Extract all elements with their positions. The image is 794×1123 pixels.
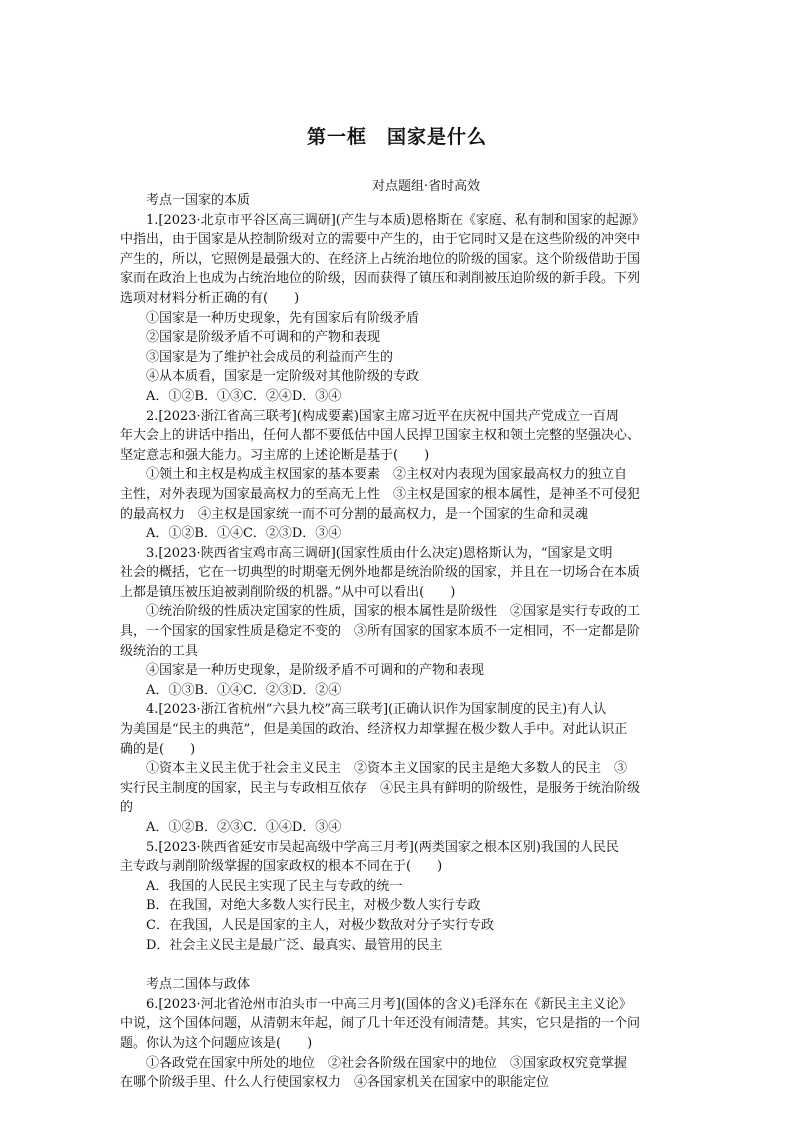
section-spacer: [120, 955, 680, 975]
question-1-stem: 1.[2023·北京市平谷区高三调研](产生与本质)恩格斯在《家庭、私有制和国家的起源》: [146, 212, 645, 228]
question-1-text: 选项对材料分析正确的有( ): [120, 290, 300, 306]
question-1-option: ③国家是为了维护社会成员的利益而产生的: [146, 349, 394, 365]
question-1-option: ②国家是阶级矛盾不可调和的产物和表现: [146, 330, 381, 346]
question-1-text: 中指出，由于国家是从控制阶级对立的需要中产生的，由于它同时又是在这些阶级的冲突中: [120, 232, 641, 248]
question-2-option: 的最高权力 ④主权是国家统一而不可分割的最高权力，是一个国家的生命和灵魂: [120, 506, 589, 522]
question-3-choices: A．①③B．①④C．②③D．②④: [146, 682, 342, 698]
question-3-text: 上都是镇压被压迫被剥削阶级的机器。”从中可以看出( ): [120, 584, 456, 600]
question-3-stem: 3.[2023·陕西省宝鸡市高三调研](国家性质由什么决定)恩格斯认为，“国家是文明: [146, 545, 613, 561]
question-6-option: ①各政党在国家中所处的地位 ②社会各阶级在国家中的地位 ③国家政权究竟掌握: [146, 1055, 628, 1071]
question-2-option: 主性，对外表现为国家最高权力的至高无上性 ③主权是国家的根本属性，是神圣不可侵犯: [120, 486, 641, 502]
question-2-stem: 2.[2023·浙江省高三联考](构成要素)国家主席习近平在庆祝中国共产党成立一百周: [146, 408, 619, 424]
question-3-option: 具，一个国家的国家性质是稳定不变的 ③所有国家的国家本质不一定相同，不一定都是阶: [120, 624, 641, 640]
question-4-option: 的: [120, 800, 134, 816]
question-5-choice-c: C．在我国，人民是国家的主人，对极少数敌对分子实行专政: [146, 917, 494, 933]
question-2-option: ①领土和主权是构成主权国家的基本要素 ②主权对内表现为国家最高权力的独立自: [146, 467, 628, 483]
question-4-option: ①资本主义民主优于社会主义民主 ②资本主义国家的民主是绝大多数人的民主 ③: [146, 761, 628, 777]
page-subtitle: 对点题组·省时高效: [372, 179, 481, 194]
question-6-text: 中说，这个国体问题，从清朝末年起，闹了几十年还没有闹清楚。其实，它只是指的一个问: [120, 1016, 641, 1032]
question-4-stem: 4.[2023·浙江省杭州“六县九校”高三联考](正确认识作为国家制度的民主)有人认: [146, 702, 607, 718]
question-2-text: 坚定意志和强大能力。习主席的上述论断是基于( ): [120, 447, 430, 463]
section-heading: 考点一国家的本质: [146, 193, 251, 208]
question-6-option: 在哪个阶级手里、什么人行使国家权力 ④各国家机关在国家中的职能定位: [120, 1075, 550, 1091]
question-3-option: 级统治的工具: [120, 643, 199, 659]
question-6-text: 题。你认为这个问题应该是( ): [120, 1035, 313, 1051]
question-3-option: ④国家是一种历史现象，是阶级矛盾不可调和的产物和表现: [146, 663, 485, 679]
question-4-choices: A．①②B．②③C．①④D．③④: [146, 820, 342, 835]
question-6-stem: 6.[2023·河北省沧州市泊头市一中高三月考](国体的含义)毛泽东在《新民主主义论》: [146, 996, 632, 1012]
question-5-choice-a: A．我国的人民民主实现了民主与专政的统一: [146, 878, 403, 894]
question-5-stem: 5.[2023·陕西省延安市吴起高级中学高三月考](两类国家之根本区别)我国的人民民: [146, 839, 619, 855]
question-1-text: 家而在政治上也成为占统治地位的阶级，因而获得了镇压和剥削被压迫阶级的新手段。下列: [120, 271, 641, 287]
question-5-text: 主专政与剥削阶级掌握的国家政权的根本不同在于( ): [120, 859, 443, 875]
question-4-text: 确的是( ): [120, 741, 196, 757]
question-5-choice-b: B．在我国，对绝大多数人实行民主，对极少数人实行专政: [146, 898, 481, 914]
question-4-option: 实行民主制度的国家，民主与专政相互依存 ④民主具有鲜明的阶级性，是服务于统治阶级: [120, 780, 641, 796]
question-1-option: ①国家是一种历史现象，先有国家后有阶级矛盾: [146, 310, 420, 326]
question-2-text: 年大会上的讲话中指出，任何人都不要低估中国人民捍卫国家主权和领土完整的坚强决心、: [120, 428, 641, 444]
document-body: [120, 191, 680, 1093]
page-title: 第一框 国家是什么: [306, 126, 487, 148]
question-1-option: ④从本质看，国家是一定阶级对其他阶级的专政: [146, 369, 420, 385]
question-3-option: ①统治阶级的性质决定国家的性质，国家的根本属性是阶级性 ②国家是实行专政的工: [146, 604, 641, 620]
question-5-choice-d: D．社会主义民主是最广泛、最真实、最管用的民主: [146, 937, 443, 953]
question-1-choices: A．①②B．①③C．②④D．③④: [146, 388, 342, 404]
question-1-text: 产生的，所以，它照例是最强大的、在经济上占统治地位的阶级的国家。这个阶级借助于国: [120, 251, 641, 267]
section-heading: 考点二国体与政体: [146, 977, 251, 993]
question-2-choices: A．①②B．①④C．②③D．③④: [146, 526, 342, 542]
question-3-text: 社会的概括，它在一切典型的时期毫无例外地都是统治阶级的国家，并且在一切场合在本质: [120, 565, 641, 581]
question-4-text: 为美国是“民主的典范”，但是美国的政治、经济权力却掌握在极少数人手中。对此认识正: [120, 722, 628, 738]
